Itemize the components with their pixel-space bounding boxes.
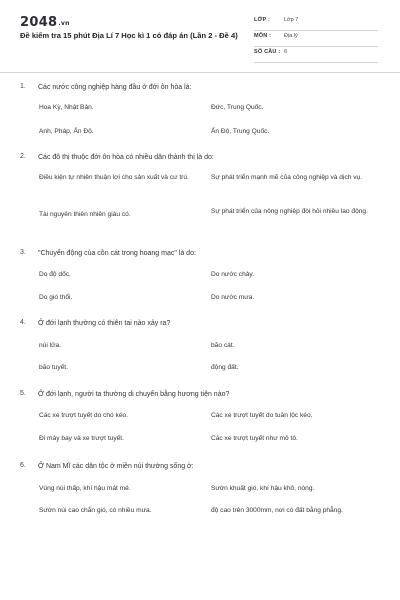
header-divider [0, 72, 400, 73]
option-d[interactable]: động đất. [211, 364, 239, 371]
meta-value-subject: Địa lý [284, 33, 298, 39]
option-b[interactable]: bão cát. [211, 342, 235, 349]
option-a[interactable]: núi lửa. [39, 342, 62, 349]
question-number: 5. [20, 390, 26, 397]
meta-info [254, 15, 378, 63]
option-d[interactable]: Do nước mưa. [211, 294, 255, 301]
meta-row-class [254, 15, 378, 31]
option-c[interactable]: Đi máy bay và xe trượt tuyết. [39, 435, 124, 442]
option-c[interactable]: Do gió thổi. [39, 294, 73, 301]
option-d[interactable]: Các xe trượt tuyết như mô tô. [211, 435, 298, 442]
site-logo[interactable] [20, 15, 70, 30]
question-number: 1. [20, 83, 26, 90]
question-text: Ở đới lạnh, người ta thường di chuyển bằng hương tiện nào? [38, 391, 230, 398]
option-c[interactable]: Sườn núi cao chắn gió, có nhiều mưa. [39, 507, 152, 514]
meta-row-count [254, 47, 378, 63]
question-text: "Chuyển động của cồn cát trong hoang mạc" là do: [38, 250, 196, 257]
question-text: Các đô thị thuộc đới ôn hòa có nhiều dân thành thị là do: [38, 154, 214, 161]
question-text: Ở Nam Mĩ các dân tộc ở miền núi thường sống ở: [38, 463, 194, 470]
option-d[interactable]: độ cao trên 3000mm, nơi có đất bằng phẳng. [211, 507, 343, 514]
question-text: Các nước công nghiệp hàng đầu ở đới ôn hòa là: [38, 84, 192, 91]
question-number: 4. [20, 319, 26, 326]
option-a[interactable]: Các xe trượt tuyết do chó kéo. [39, 412, 129, 419]
option-c[interactable]: bão tuyết. [39, 364, 68, 371]
option-c[interactable]: Tài nguyên thiên nhiên giàu có. [39, 211, 131, 218]
question-number: 6. [20, 462, 26, 469]
header [0, 0, 400, 62]
option-a[interactable]: Do độ dốc. [39, 271, 71, 278]
question-number: 2. [20, 153, 26, 160]
option-a[interactable]: Hoa Kỳ, Nhật Bản. [39, 104, 94, 111]
option-b[interactable]: Do nước chảy. [211, 271, 255, 278]
meta-label-count: SỐ CÂU : [254, 49, 281, 55]
meta-value-class: Lớp 7 [284, 17, 299, 23]
option-d[interactable]: Sự phát triển của nông nghiệp đòi hỏi nhiều lao động. [211, 208, 368, 215]
meta-label-class: LỚP : [254, 17, 270, 23]
page-title: Đề kiểm tra 15 phút Địa Lí 7 Học kì 1 có đáp án (Lần 2 - Đề 4) [20, 31, 238, 40]
option-a[interactable]: Vùng núi thấp, khí hậu mát mẻ. [39, 485, 131, 492]
question-number: 3. [20, 249, 26, 256]
option-d[interactable]: Ấn Độ, Trung Quốc. [211, 128, 270, 135]
meta-value-count: 6 [284, 49, 288, 55]
meta-row-subject [254, 31, 378, 47]
logo-suffix: .vn [58, 20, 70, 27]
option-c[interactable]: Anh, Pháp, Ấn Độ. [39, 128, 94, 135]
option-b[interactable]: Sườn khuất gió, khí hậu khô, nóng. [211, 485, 315, 492]
option-b[interactable]: Sự phát triển mạnh mẽ của công nghiệp và dịch vụ. [211, 174, 363, 181]
option-b[interactable]: Các xe trượt tuyết do tuần lộc kéo. [211, 412, 313, 419]
option-b[interactable]: Đức, Trung Quốc. [211, 104, 264, 111]
logo-main: 2048 [20, 15, 58, 30]
meta-label-subject: MÔN : [254, 33, 272, 39]
option-a[interactable]: Điều kiện tự nhiên thuận lợi cho sản xuất và cư trú. [39, 174, 189, 181]
question-text: Ở đới lạnh thường có thiên tai nào xảy ra? [38, 320, 171, 327]
